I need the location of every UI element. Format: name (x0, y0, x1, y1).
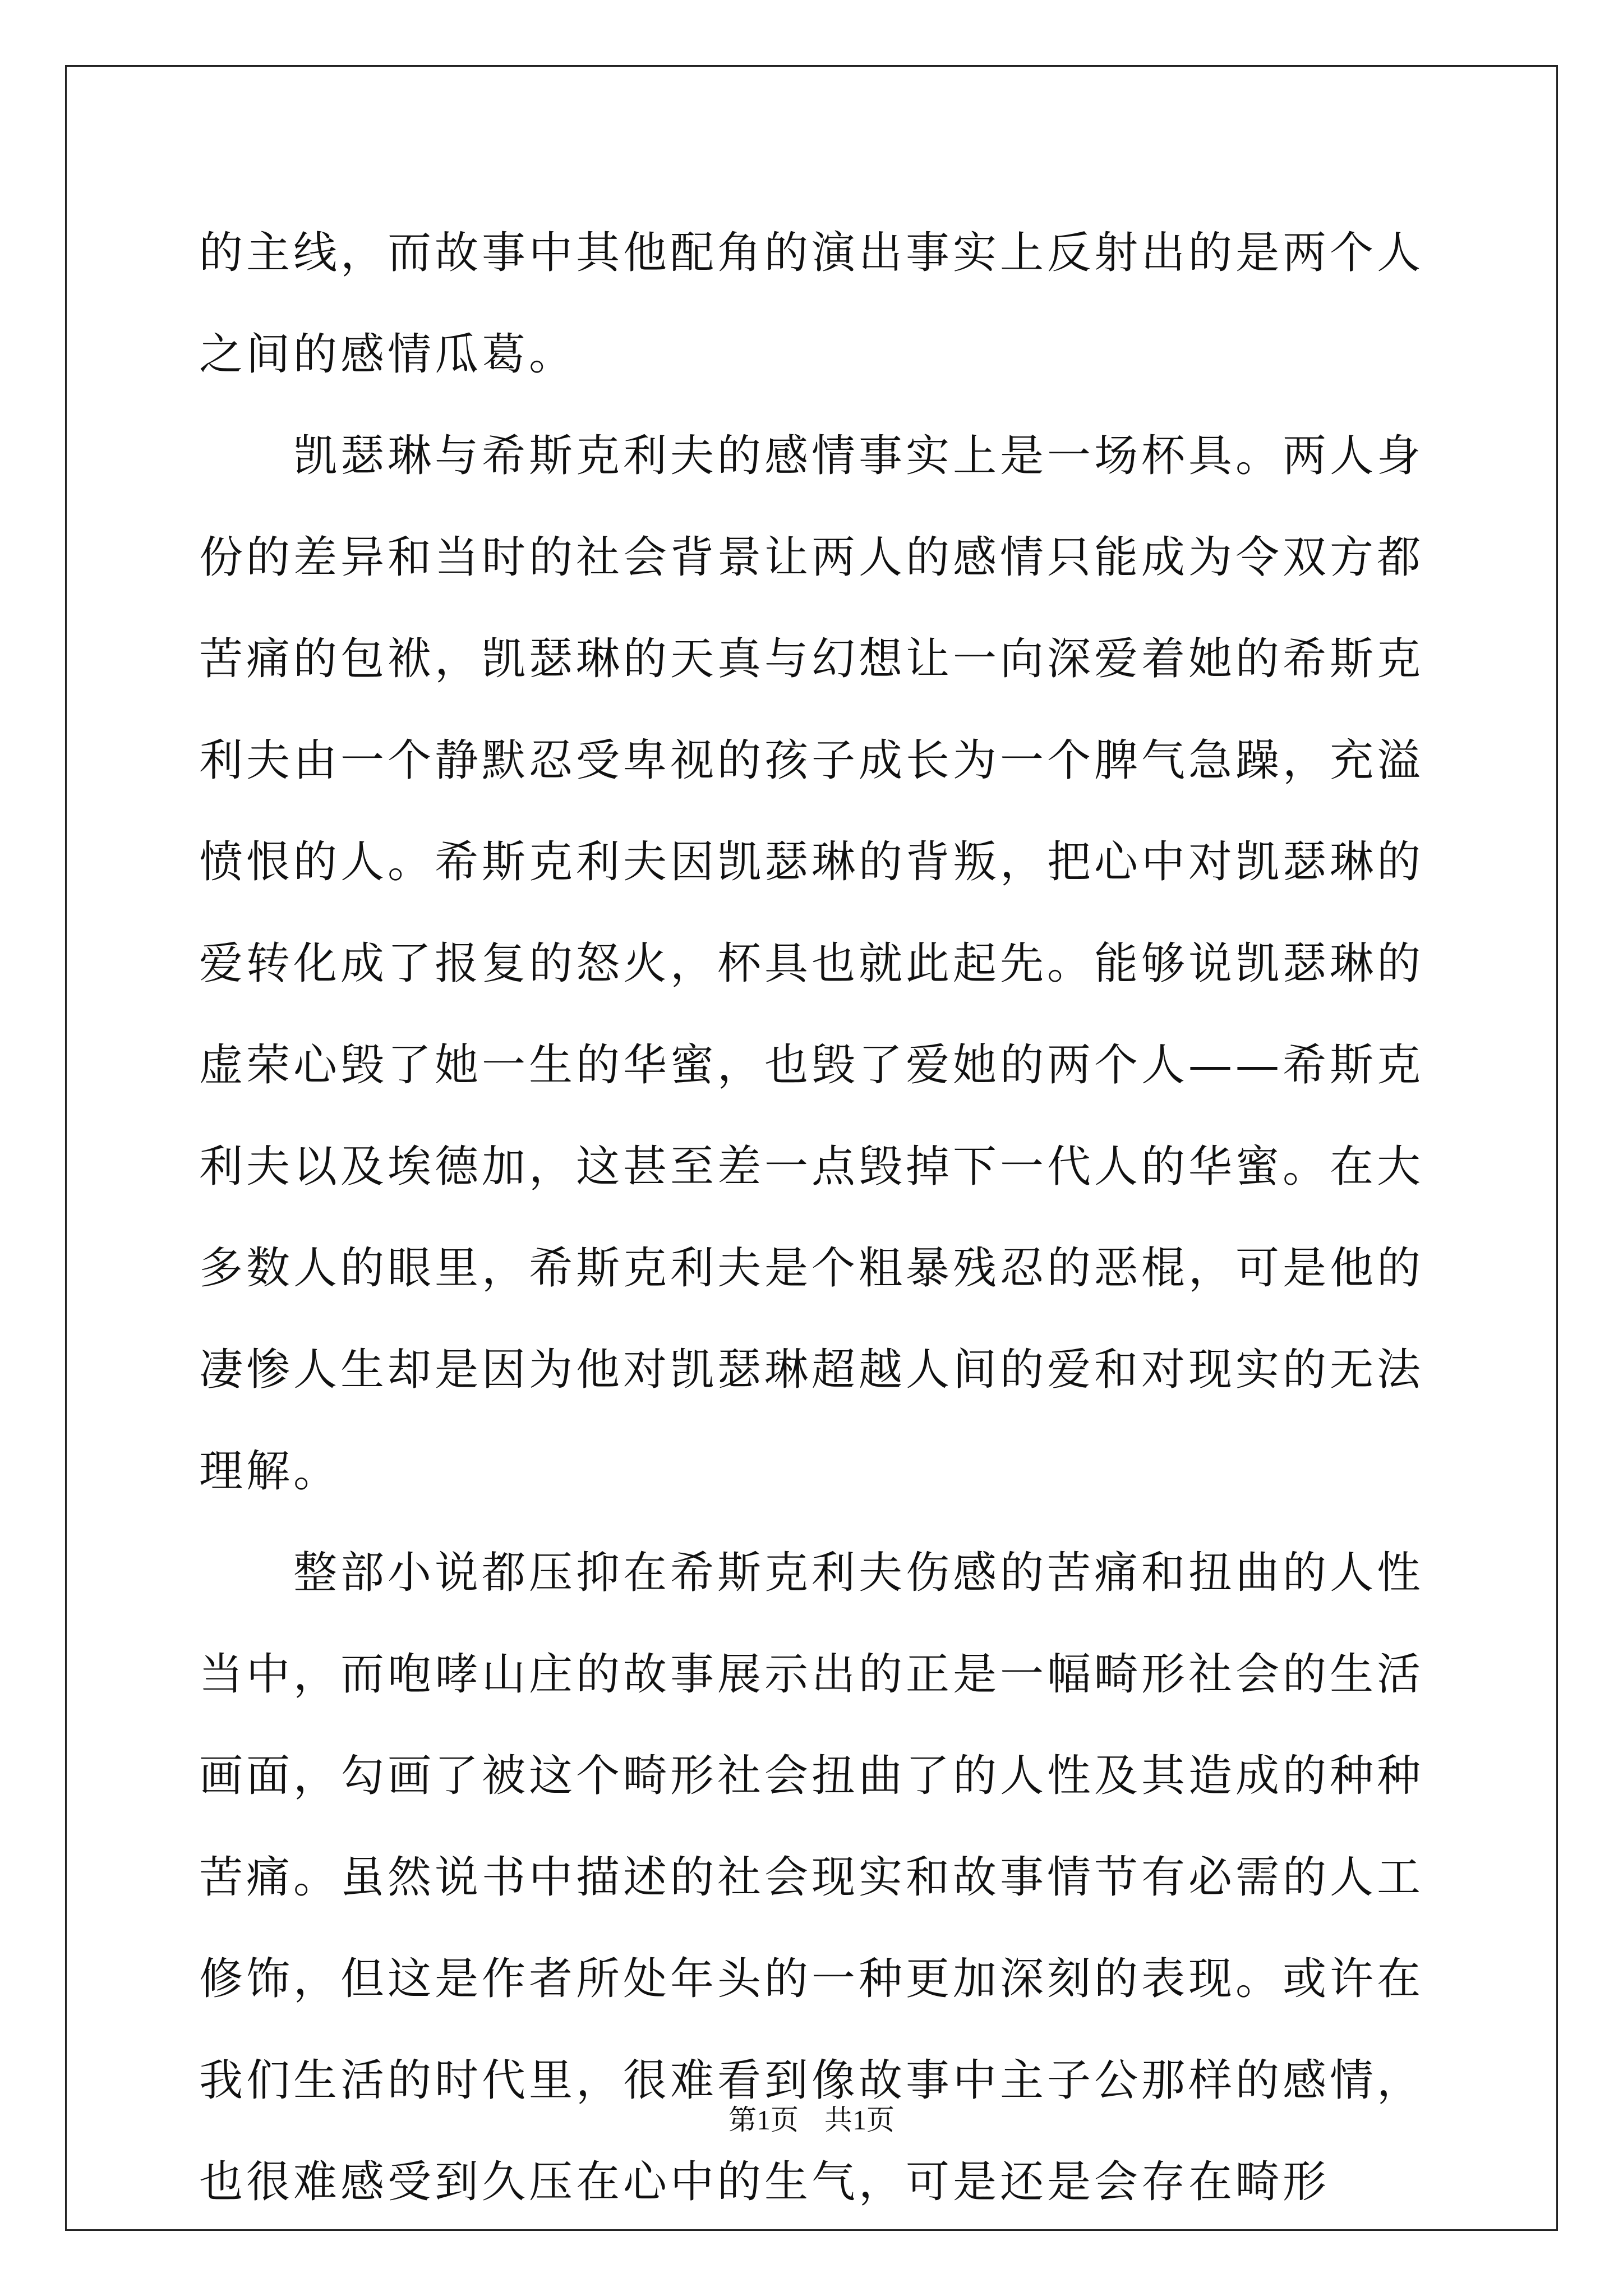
page-footer (0, 2103, 1623, 2137)
paragraph-1: 的主线，而故事中其他配角的演出事实上反射出的是两个人之间的感情瓜葛。 (199, 228, 1424, 380)
paragraph-3: 整部小说都压抑在希斯克利夫伤感的苦痛和扭曲的人性当中，而咆哮山庄的故事展示出的正是一幅畸形社会的生活画面，勾画了被这个畸形社会扭曲了的人性及其造成的种种苦痛。虽然说书中描述的社会现实和故事情节有必需的人工修饰，但这是作者所处年头的一种更加深刻的表现。或许在我们生活的时代里，很难看到像故事中主子公那样的感情，也很难感受到久压在心中的生气，可是还是会存在畸形 (199, 1548, 1424, 2207)
page-number: 第1页 (728, 2104, 799, 2136)
page-total: 共1页 (824, 2104, 895, 2136)
document-body (199, 203, 1424, 2233)
paragraph-2: 凯瑟琳与希斯克利夫的感情事实上是一场杯具。两人身份的差异和当时的社会背景让两人的感情只能成为令双方都苦痛的包袱，凯瑟琳的天真与幻想让一向深爱着她的希斯克利夫由一个静默忍受卑视的孩子成长为一个脾气急躁，充溢愤恨的人。希斯克利夫因凯瑟琳的背叛，把心中对凯瑟琳的爱转化成了报复的怒火，杯具也就此起先。能够说凯瑟琳的虚荣心毁了她一生的华蜜，也毁了爱她的两个人——希斯克利夫以及埃德加，这甚至差一点毁掉下一代人的华蜜。在大多数人的眼里，希斯克利夫是个粗暴残忍的恶棍，可是他的凄惨人生却是因为他对凯瑟琳超越人间的爱和对现实的无法理解。 (199, 431, 1424, 1497)
